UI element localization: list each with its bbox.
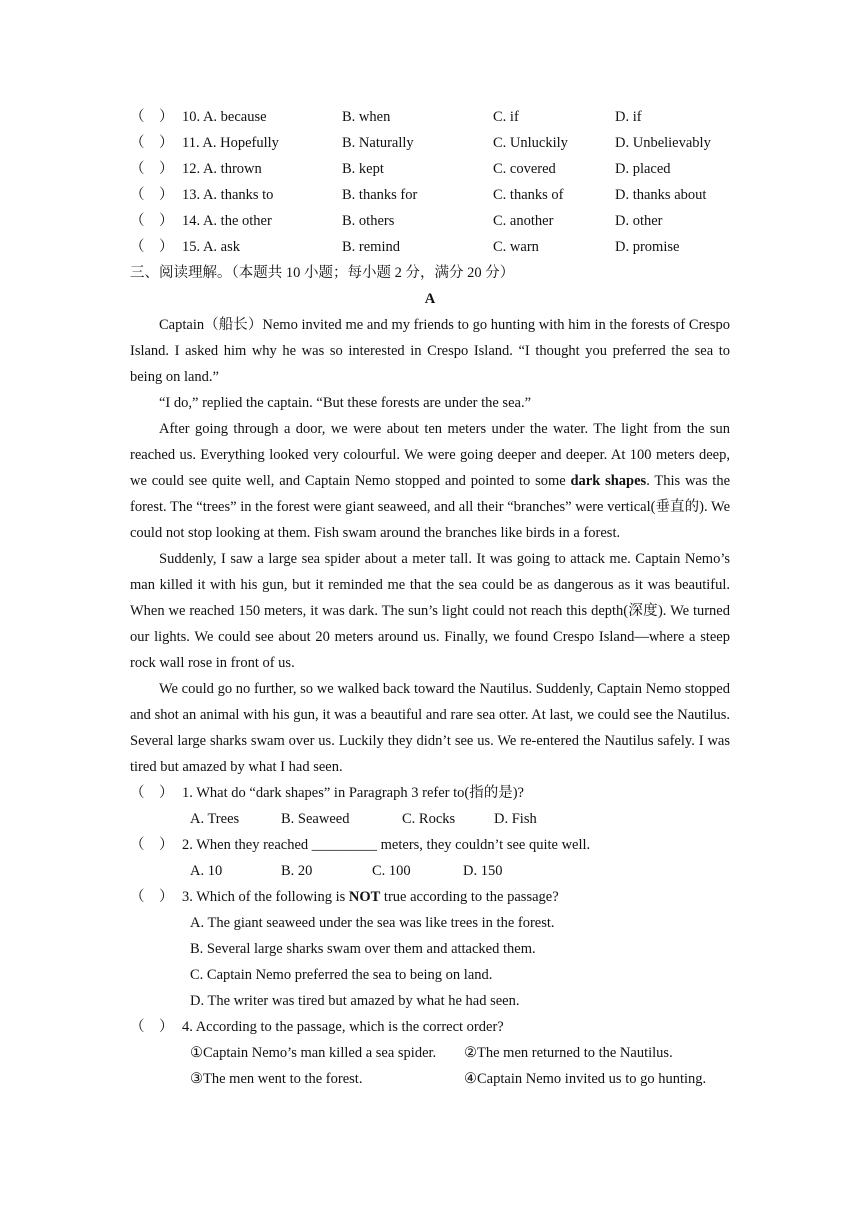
option-c: C. covered: [493, 161, 556, 177]
option-b: B. kept: [342, 161, 384, 177]
option-b: B. when: [342, 109, 391, 125]
option-d: D. thanks about: [615, 187, 707, 203]
option-c: C. thanks of: [493, 187, 564, 203]
answer-blank: （ ）: [130, 239, 174, 255]
cloze-choices: [130, 104, 730, 260]
paragraph-text: After going through a door, we were about ten meters under the water. The light from the sun reached us. Everything looked very colourful. We were going deeper and deeper. At 100 meters deep, we could see quite well, and Captain Nemo stopped and pointed to some: [130, 421, 730, 489]
option-d: D. Fish: [494, 811, 537, 827]
option-a: A. Trees: [190, 811, 240, 827]
option-a: 11. A. Hopefully: [182, 135, 279, 151]
option-b: B. 20: [281, 863, 313, 879]
question-text-part: 3. Which of the following is: [182, 889, 349, 905]
option-a: 13. A. thanks to: [182, 187, 274, 203]
option-b: B. Seaweed: [281, 811, 350, 827]
passage-paragraph-2: “I do,” replied the captain. “But these forests are under the sea.”: [159, 395, 532, 411]
option-d: D. placed: [615, 161, 671, 177]
order-items-row-1: [130, 1040, 730, 1066]
option-c: C. warn: [493, 239, 539, 255]
option-d: D. The writer was tired but amazed by what he had seen.: [190, 993, 520, 1009]
option-a: 15. A. ask: [182, 239, 240, 255]
question-2: [130, 832, 730, 858]
question-text: 4. According to the passage, which is the correct order?: [182, 1019, 504, 1035]
question-1-options: [130, 806, 730, 832]
answer-blank: （ ）: [130, 187, 174, 203]
question-text: 2. When they reached _________ meters, they couldn’t see quite well.: [182, 837, 591, 853]
option-b: B. remind: [342, 239, 400, 255]
question-2-options: [130, 858, 730, 884]
bold-word: NOT: [348, 889, 381, 905]
passage-label: A: [424, 291, 436, 307]
order-item-4: ④Captain Nemo invited us to go hunting.: [464, 1071, 707, 1087]
option-d: D. if: [615, 109, 642, 125]
order-items-row-2: [130, 1066, 730, 1092]
option-a: 10. A. because: [182, 109, 267, 125]
answer-blank: （ ）: [130, 1019, 174, 1035]
question-1: [130, 780, 730, 806]
answer-blank: （ ）: [130, 135, 174, 151]
option-b: B. Naturally: [342, 135, 414, 151]
option-c: C. another: [493, 213, 554, 229]
option-c: C. Unluckily: [493, 135, 568, 151]
answer-blank: （ ）: [130, 837, 174, 853]
choice-row-14: [130, 208, 730, 234]
option-d: D. Unbelievably: [615, 135, 711, 151]
passage-paragraph-4: Suddenly, I saw a large sea spider about a meter tall. It was going to attack me. Captain Nemo’s man killed it with his gun, but it reminded me that the sea could be as dangerous as it was beautiful. When we reached 150 meters, it was dark. The sun’s light could not reach this depth(深度). We turned our lights. We could see about 20 meters around us. Finally, we found Crespo Island—where a steep rock wall rose in front of us.: [130, 551, 730, 671]
option-a: A. 10: [190, 863, 223, 879]
option-a: A. The giant seaweed under the sea was like trees in the forest.: [190, 915, 555, 931]
bold-phrase: dark shapes: [570, 473, 647, 489]
answer-blank: （ ）: [130, 109, 174, 125]
option-a: 12. A. thrown: [182, 161, 262, 177]
answer-blank: （ ）: [130, 785, 174, 801]
option-b: B. Several large sharks swam over them and attacked them.: [190, 941, 536, 957]
option-d: D. 150: [463, 863, 503, 879]
choice-row-11: [130, 130, 730, 156]
option-c: C. if: [493, 109, 519, 125]
order-item-3: ③The men went to the forest.: [190, 1071, 363, 1087]
passage-paragraph-5: We could go no further, so we walked back toward the Nautilus. Suddenly, Captain Nemo stopped and shot an animal with his gun, it was a beautiful and rare sea otter. At last, we could see the Nautilus. Several large sharks swam over us. Luckily they didn’t see us. We re-entered the Nautilus safely. I was tired but amazed by what I had seen.: [130, 681, 730, 775]
option-a: 14. A. the other: [182, 213, 272, 229]
option-d: D. other: [615, 213, 663, 229]
question-text-part: true according to the passage?: [380, 889, 559, 905]
passage-paragraph-1: Captain（船长）Nemo invited me and my friends to go hunting with him in the forests of Crespo Island. I asked him why he was so interested in Crespo Island. “I thought you preferred the sea to being on land.”: [130, 317, 730, 385]
choice-row-15: [130, 234, 730, 260]
order-item-2: ②The men returned to the Nautilus.: [464, 1045, 673, 1061]
option-b: B. thanks for: [342, 187, 418, 203]
choice-row-12: [130, 156, 730, 182]
answer-blank: （ ）: [130, 161, 174, 177]
question-4: [130, 1014, 730, 1040]
question-3: [130, 884, 730, 910]
option-c: C. Captain Nemo preferred the sea to being on land.: [190, 967, 493, 983]
section-title: 三、阅读理解。（本题共 10 小题；每小题 2 分，满分 20 分）: [130, 265, 515, 281]
answer-blank: （ ）: [130, 213, 174, 229]
option-d: D. promise: [615, 239, 680, 255]
worksheet-page: [130, 104, 730, 1092]
passage-paragraph-3: [130, 416, 730, 546]
question-text: [182, 884, 559, 910]
option-b: B. others: [342, 213, 395, 229]
question-text: 1. What do “dark shapes” in Paragraph 3 refer to(指的是)?: [182, 785, 524, 801]
answer-blank: （ ）: [130, 889, 174, 905]
choice-row-13: [130, 182, 730, 208]
option-c: C. Rocks: [402, 811, 456, 827]
order-item-1: ①Captain Nemo’s man killed a sea spider.: [190, 1045, 437, 1061]
option-c: C. 100: [372, 863, 411, 879]
choice-row-10: [130, 104, 730, 130]
paragraph-text: . This was the forest. The “trees” in the forest were giant seaweed, and all their “branches” were vertical(垂直的). We could not stop looking at them. Fish swam around the branches like birds in a forest.: [130, 473, 730, 541]
